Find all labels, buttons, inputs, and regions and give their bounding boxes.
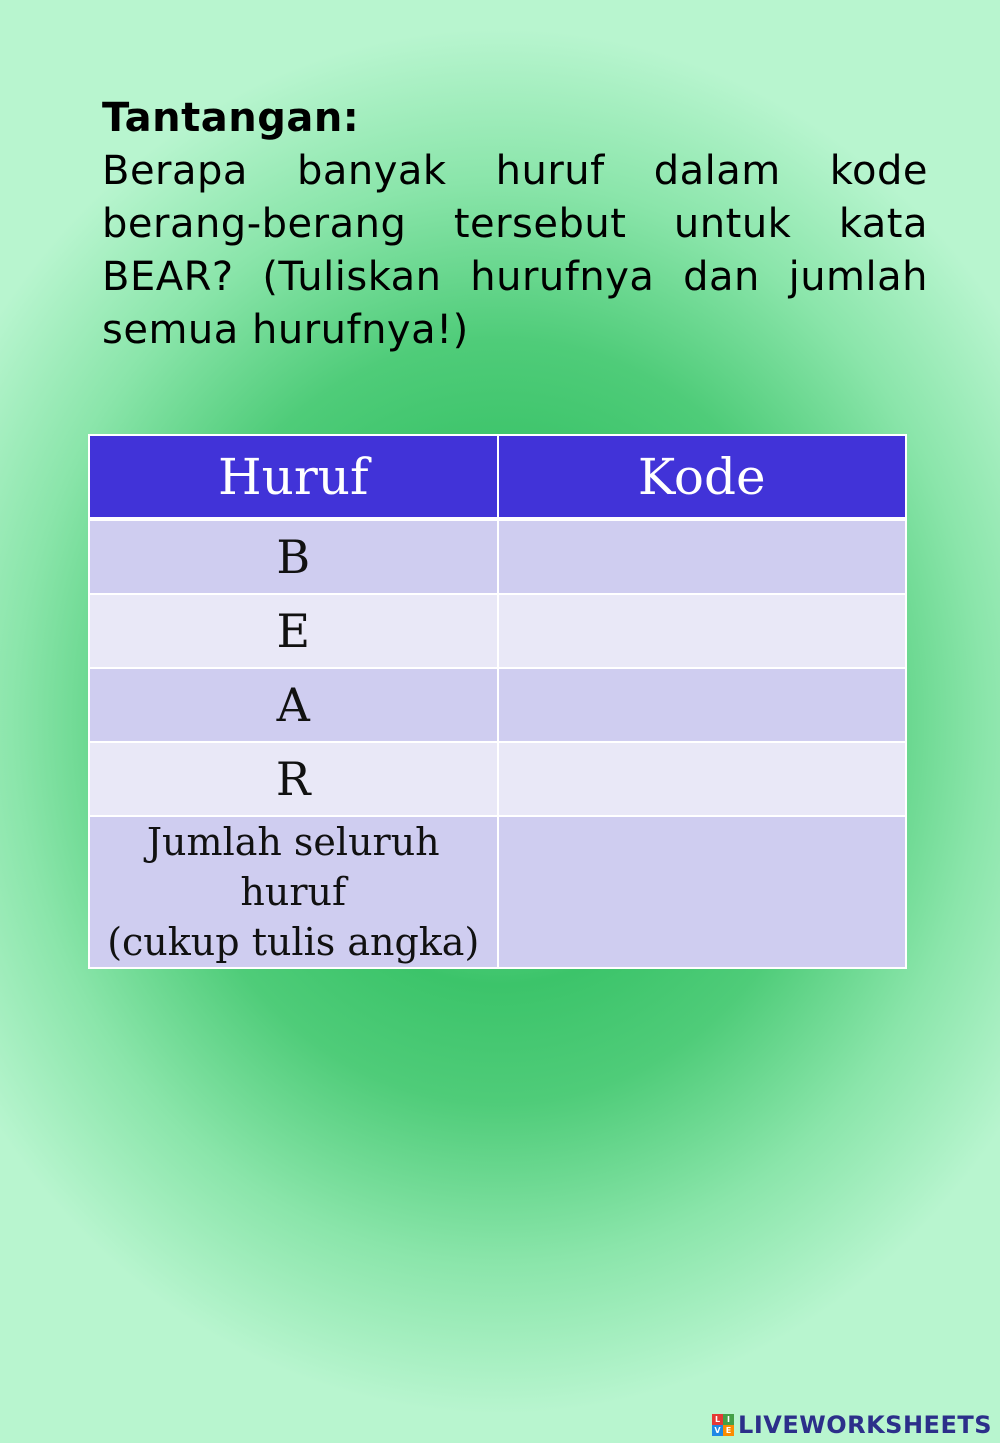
letter-code-table (88, 434, 907, 969)
total-label-line2: (cukup tulis angka) (107, 920, 480, 964)
challenge-title: Tantangan: (102, 95, 360, 141)
letter-cell-e: E (89, 594, 498, 668)
code-answer-field-b[interactable] (498, 519, 907, 594)
letter-cell-a: A (89, 668, 498, 742)
code-answer-field-e[interactable] (498, 594, 907, 668)
total-row (89, 816, 906, 968)
challenge-block (102, 92, 928, 357)
table-row (89, 594, 906, 668)
logo-tile: L (712, 1414, 723, 1425)
letter-cell-b: B (89, 519, 498, 594)
challenge-question: Berapa banyak huruf dalam kode berang-berang tersebut untuk kata BEAR? (Tuliskan hurufnya dan jumlah semua hurufnya!) (102, 148, 928, 353)
logo-tile: I (723, 1414, 734, 1425)
total-label-line1: Jumlah seluruh huruf (146, 820, 440, 914)
table-row (89, 519, 906, 594)
header-code: Kode (498, 435, 907, 519)
brand-name: LIVEWORKSHEETS (738, 1411, 992, 1439)
code-answer-field-r[interactable] (498, 742, 907, 816)
table-header-row (89, 435, 906, 519)
liveworksheets-logo-icon (712, 1414, 734, 1436)
table-row (89, 668, 906, 742)
table-row (89, 742, 906, 816)
code-answer-field-a[interactable] (498, 668, 907, 742)
header-letter: Huruf (89, 435, 498, 519)
letter-cell-r: R (89, 742, 498, 816)
logo-tile: E (723, 1425, 734, 1436)
total-label-cell (89, 816, 498, 968)
logo-tile: V (712, 1425, 723, 1436)
liveworksheets-brand[interactable] (712, 1411, 992, 1439)
total-answer-field[interactable] (498, 816, 907, 968)
